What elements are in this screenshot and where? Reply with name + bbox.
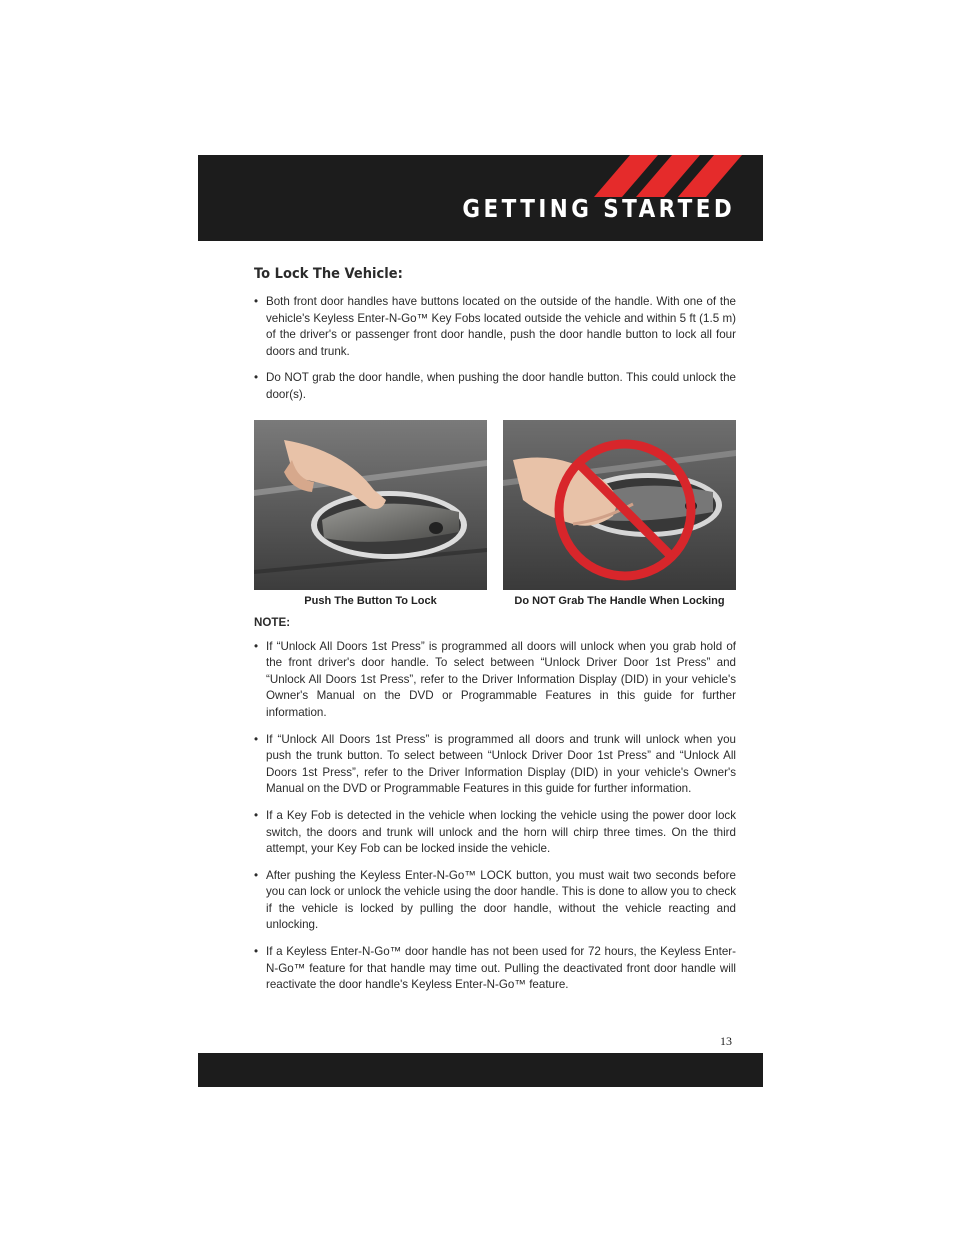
bullet-glyph: • (254, 371, 259, 385)
figure-row (254, 420, 736, 616)
push-button-caption: Push The Button To Lock (304, 594, 437, 607)
bullet-glyph: • (254, 868, 259, 882)
list-item (254, 294, 736, 360)
note-list (254, 639, 736, 994)
list-item-text: After pushing the Keyless Enter-N-Go™ LOCK button, you must wait two seconds before you can lock or unlock the vehicle using the door handle. This is done to allow you to check if the vehicle is locked by pulling the door handle, without the vehicle reacting and unlocking. (266, 868, 736, 932)
lock-vehicle-heading: To Lock The Vehicle: (254, 266, 403, 282)
bullet-glyph: • (254, 945, 259, 959)
do-not-grab-photo (503, 420, 736, 590)
list-item-text: If a Key Fob is detected in the vehicle when locking the vehicle using the power door lock switch, the doors and trunk will unlock and the horn will chirp three times. On the third attempt, your Key Fob can be locked inside the vehicle. (266, 808, 736, 856)
section-title: GETTING STARTED (462, 194, 735, 223)
list-item (254, 732, 736, 798)
list-item (254, 370, 736, 403)
list-item (254, 944, 736, 994)
list-item (254, 639, 736, 722)
list-item-text: Do NOT grab the door handle, when pushing the door handle button. This could unlock the door(s). (266, 371, 736, 401)
list-item-text: If a Keyless Enter-N-Go™ door handle has not been used for 72 hours, the Keyless Enter-N-Go™ feature for that handle may time out. Pulling the deactivated front door handle will reactivate the door handle's Keyless Enter-N-Go™ feature. (266, 945, 736, 992)
do-not-grab-caption: Do NOT Grab The Handle When Locking (514, 594, 725, 607)
note-label: NOTE: (254, 615, 291, 629)
page-number: 13 (720, 1034, 732, 1048)
push-button-photo (254, 420, 487, 590)
bullet-glyph: • (254, 808, 259, 822)
bullet-glyph: • (254, 732, 259, 746)
page-content (254, 266, 736, 1004)
section-header-bar (198, 155, 763, 241)
list-item-text: Both front door handles have buttons located on the outside of the handle. With one of the vehicle's Keyless Enter-N-Go™ Key Fobs located outside the vehicle and within 5 ft (1.5 m) of the driver's or passenger front door handle, push the door handle button to lock all four doors and trunk. (266, 295, 736, 358)
list-item (254, 808, 736, 858)
bullet-glyph: • (254, 295, 259, 308)
list-item (254, 868, 736, 934)
bullet-glyph: • (254, 639, 259, 653)
footer-bar (198, 1053, 763, 1087)
list-item-text: If “Unlock All Doors 1st Press” is programmed all doors will unlock when you grab hold of the front driver's door handle. To select between “Unlock Driver Door 1st Press” and “Unlock All Doors 1st Press”, refer to the Driver Information Display (DID) in your vehicle's Owner's Manual on the DVD or Programmable Features in this guide for further information. (266, 639, 736, 719)
lock-instructions-list (254, 294, 736, 404)
list-item-text: If “Unlock All Doors 1st Press” is programmed all doors and trunk will unlock when you push the trunk button. To select between “Unlock Driver Door 1st Press” and “Unlock All Doors 1st Press”, refer to the Driver Information Display (DID) in your vehicle's Owner's Manual on the DVD or Programmable Features in this guide for further information. (266, 732, 736, 796)
